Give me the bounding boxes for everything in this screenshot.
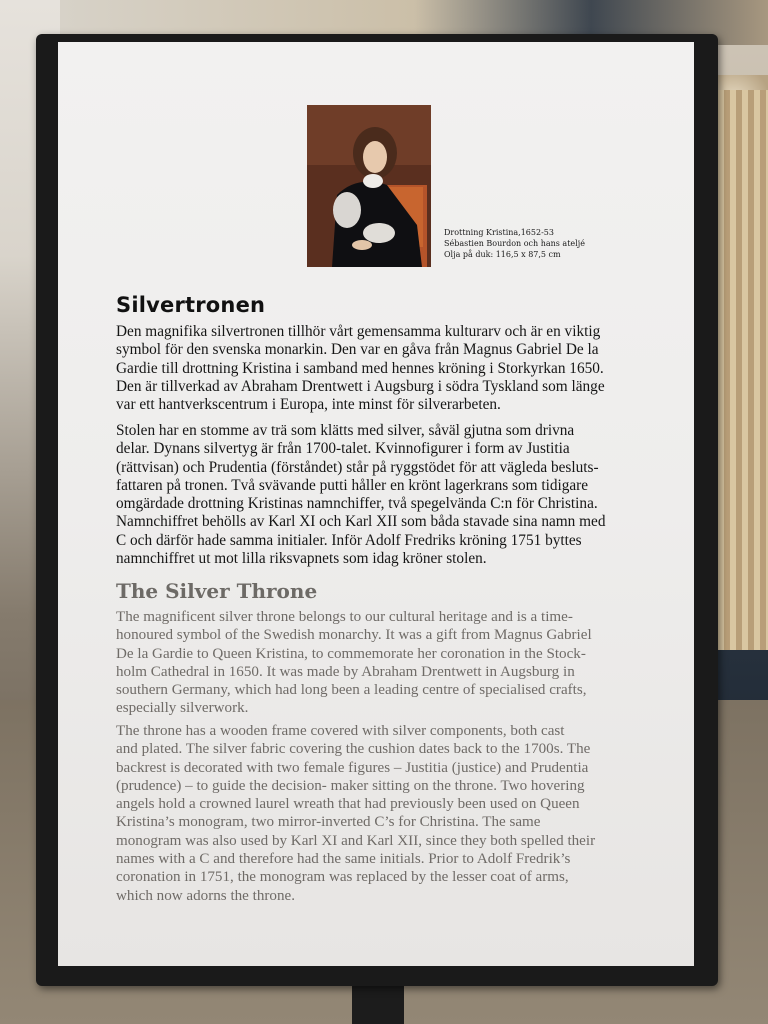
text-line: coronation in 1751, the monogram was replaced by the lesser coat of arms, — [116, 869, 569, 886]
text-line: Kristina’s monogram, two mirror-inverted C’s for Christina. The same — [116, 814, 541, 831]
text-line: fattaren på tronen. Två svävande putti håller en krönt lagerkrans som tidigare — [116, 476, 589, 494]
portrait-painting — [307, 105, 431, 267]
text-line: (rättvisan) och Prudentia (förståndet) står på ryggstödet för att vägleda besluts- — [116, 458, 599, 476]
text-line: honoured symbol of the Swedish monarchy. It was a gift from Magnus Gabriel — [116, 627, 592, 644]
text-line: Gardie till drottning Kristina i samband med hennes kröning i Storkyrkan 1650. — [116, 359, 604, 377]
text-line: namnchiffret ut mot lilla riksvapnets som idag kröner stolen. — [116, 550, 487, 568]
text-line: (prudence) – to guide the decision- maker sitting on the throne. Two hovering — [116, 777, 585, 794]
painting-caption — [444, 227, 644, 260]
english-heading: The Silver Throne — [116, 579, 318, 603]
text-line: De la Gardie to Queen Kristina, to commemorate her coronation in the Stock- — [116, 645, 586, 662]
text-line: monogram was also used by Karl XI and Karl XII, since they both spelled their — [116, 832, 596, 849]
swedish-paragraph-1 — [116, 323, 636, 414]
text-line: backrest is decorated with two female figures – Justitia (justice) and Prudentia — [116, 759, 589, 776]
text-line: which now adorns the throne. — [116, 887, 295, 904]
text-line: names with a C and therefore had the same initials. Prior to Adolf Fredrik’s — [116, 851, 571, 868]
caption-medium: Olja på duk: 116,5 x 87,5 cm — [444, 250, 561, 259]
text-line: var ett hantverkscentrum i Europa, inte minst för silverarbeten. — [116, 396, 501, 414]
text-line: Namnchiffret behölls av Karl XI och Karl XII som båda stavade sina namn med — [116, 513, 606, 531]
swedish-paragraph-2 — [116, 422, 636, 568]
text-line: omgärdade drottning Kristinas namnchiffer, två spegelvända C:n för Christina. — [116, 495, 598, 513]
text-line: The throne has a wooden frame covered with silver components, both cast — [116, 723, 565, 739]
english-paragraph-1 — [116, 608, 636, 718]
text-line: delar. Dynans silvertyg är från 1700-talet. Kvinnofigurer i form av Justitia — [116, 440, 570, 458]
text-line: Den är tillverkad av Abraham Drentwett i Augsburg i södra Tyskland som länge — [116, 377, 605, 395]
text-line: Den magnifika silvertronen tillhör vårt gemensamma kulturarv och är en viktig — [116, 323, 601, 340]
caption-artist: Sébastien Bourdon och hans ateljé — [444, 239, 585, 248]
text-line: angels hold a crowned laurel wreath that had previously been used on Queen — [116, 796, 580, 813]
text-line: and plated. The silver fabric covering the cushion dates back to the 1700s. The — [116, 741, 591, 758]
text-line: The magnificent silver throne belongs to our cultural heritage and is a time- — [116, 609, 573, 625]
column — [712, 90, 768, 650]
text-line: symbol för den svenska monarkin. Den var en gåva från Magnus Gabriel De la — [116, 341, 599, 359]
caption-title: Drottning Kristina,1652-53 — [444, 228, 554, 237]
text-line: southern Germany, which had long been a leading centre of specialised crafts, — [116, 682, 587, 699]
swedish-heading: Silvertronen — [116, 293, 266, 317]
text-line: holm Cathedral in 1650. It was made by Abraham Drentwett in Augsburg in — [116, 663, 575, 680]
text-line: especially silverwork. — [116, 700, 249, 717]
text-line: Stolen har en stomme av trä som klätts med silver, såväl gjutna som drivna — [116, 422, 575, 439]
portrait-image — [307, 105, 431, 267]
english-paragraph-2 — [116, 722, 636, 905]
text-line: C och därför hade samma initialer. Inför Adolf Fredriks kröning 1751 byttes — [116, 531, 582, 549]
